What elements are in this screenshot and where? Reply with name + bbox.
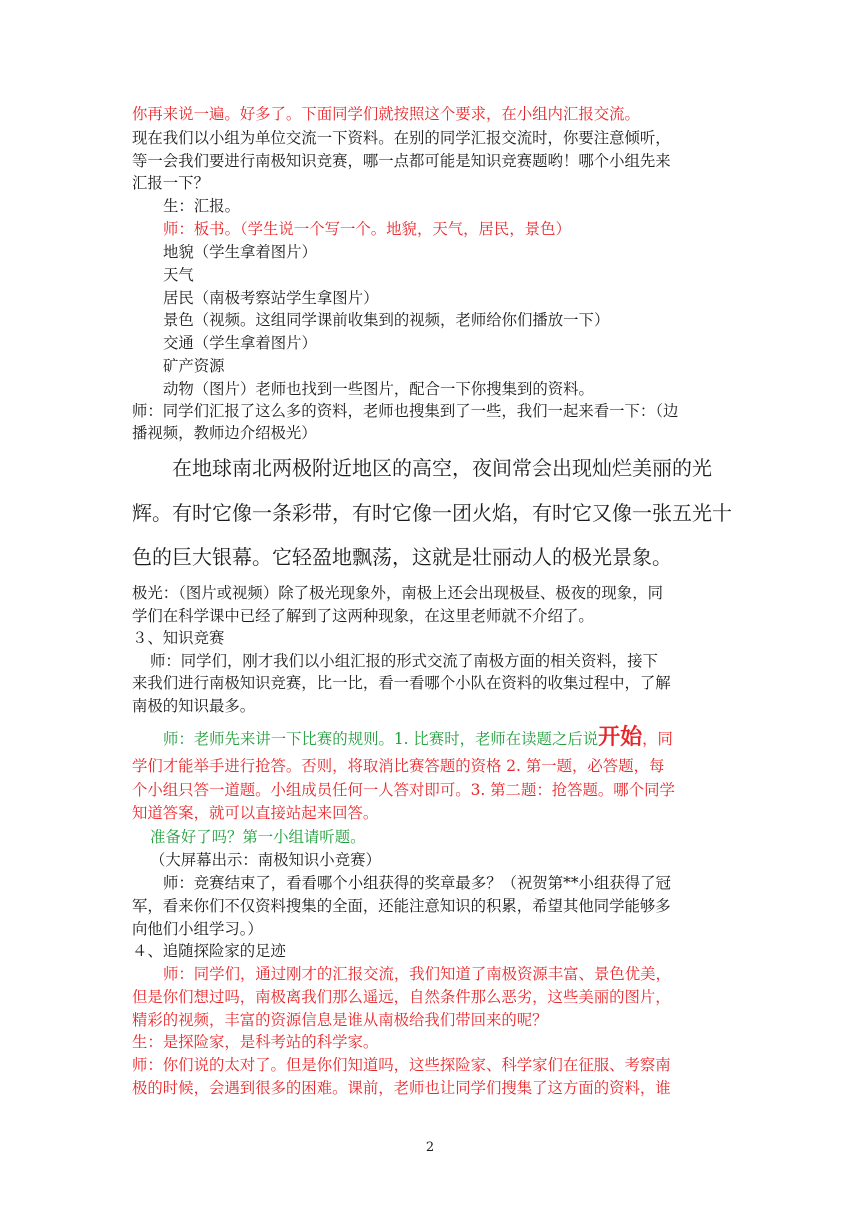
text-line: 居民（南极考察站学生拿图片） bbox=[163, 289, 379, 307]
text-fragment: ，同 bbox=[642, 730, 673, 748]
text-line: 你再来说一遍。好多了。下面同学们就按照这个要求，在小组内汇报交流。 bbox=[132, 105, 640, 123]
text-line: 播视频，教师边介绍极光） bbox=[132, 424, 317, 442]
text-line: 知道答案，就可以直接站起来回答。 bbox=[132, 804, 379, 822]
text-line: 景色（视频。这组同学课前收集到的视频，老师给你们播放一下） bbox=[163, 311, 610, 329]
text-line: 生：汇报。 bbox=[163, 197, 240, 215]
text-line: 南极的知识最多。 bbox=[132, 697, 256, 715]
text-line: 矿产资源 bbox=[163, 357, 225, 375]
text-line: 极的时候，会遇到很多的困难。课前，老师也让同学们搜集了这方面的资料，谁 bbox=[132, 1079, 671, 1097]
text-line: 地貌（学生拿着图片） bbox=[163, 243, 317, 261]
text-line: 极光：（图片或视频）除了极光现象外，南极上还会出现极昼、极夜的现象，同 bbox=[132, 584, 663, 602]
text-line: 准备好了吗？第一小组请听题。 bbox=[150, 828, 366, 846]
text-line: 天气 bbox=[163, 266, 194, 284]
text-line: 生：是探险家，是科考站的科学家。 bbox=[132, 1033, 379, 1051]
text-line: 等一会我们要进行南极知识竞赛，哪一点都可能是知识竞赛题哟！哪个小组先来 bbox=[132, 152, 671, 170]
text-line: 学们才能举手进行抢答。否则，将取消比赛答题的资格 2. 第一题，必答题，每 bbox=[132, 757, 665, 775]
text-line: 但是你们想过吗，南极离我们那么遥远，自然条件那么恶劣，这些美丽的图片， bbox=[132, 988, 671, 1006]
section-heading: ４、追随探险家的足迹 bbox=[132, 942, 286, 960]
text-line: 军，看来你们不仅资料搜集的全面，还能注意知识的积累，希望其他同学能够多 bbox=[132, 897, 671, 915]
text-line: 在地球南北两极附近地区的高空，夜间常会出现灿烂美丽的光 bbox=[172, 456, 712, 480]
page-number: 2 bbox=[425, 1140, 435, 1155]
section-heading: ３、知识竞赛 bbox=[132, 629, 225, 647]
text-line: 师：同学们汇报了这么多的资料，老师也搜集到了一些，我们一起来看一下：（边 bbox=[132, 402, 679, 420]
text-line: 现在我们以小组为单位交流一下资料。在别的同学汇报交流时，你要注意倾听， bbox=[132, 129, 671, 147]
text-line: 精彩的视频，丰富的资源信息是谁从南极给我们带回来的呢？ bbox=[132, 1011, 548, 1029]
text-line: 辉。有时它像一条彩带，有时它像一团火焰，有时它又像一张五光十 bbox=[132, 501, 732, 525]
text-line: 师：同学们，通过刚才的汇报交流，我们知道了南极资源丰富、景色优美， bbox=[163, 965, 671, 983]
text-line: 个小组只答一道题。小组成员任何一人答对即可。3. 第二题：抢答题。哪个同学 bbox=[132, 781, 675, 799]
start-keyword: 开始 bbox=[598, 724, 643, 750]
text-line: 师：竞赛结束了，看看哪个小组获得的奖章最多？（祝贺第**小组获得了冠 bbox=[163, 874, 671, 892]
text-line: 师：你们说的太对了。但是你们知道吗，这些探险家、科学家们在征服、考察南 bbox=[132, 1056, 671, 1074]
text-line: （大屏幕出示：南极知识小竞赛） bbox=[150, 851, 381, 869]
text-line: 来我们进行南极知识竞赛，比一比，看一看哪个小队在资料的收集过程中，了解 bbox=[132, 674, 671, 692]
text-line bbox=[163, 726, 673, 750]
text-line: 师：同学们，刚才我们以小组汇报的形式交流了南极方面的相关资料，接下 bbox=[150, 652, 658, 670]
text-line: 色的巨大银幕。它轻盈地飘荡，这就是壮丽动人的极光景象。 bbox=[132, 545, 672, 569]
text-line: 动物（图片）老师也找到一些图片，配合一下你搜集到的资料。 bbox=[163, 380, 594, 398]
text-line: 汇报一下？ bbox=[132, 174, 209, 192]
text-line: 学们在科学课中已经了解到了这两种现象，在这里老师就不介绍了。 bbox=[132, 607, 594, 625]
text-line: 交通（学生拿着图片） bbox=[163, 334, 317, 352]
text-line: 师：板书。（学生说一个写一个。地貌，天气，居民，景色） bbox=[163, 220, 571, 238]
text-line: 向他们小组学习。） bbox=[132, 920, 263, 938]
rules-intro-text: 师：老师先来讲一下比赛的规则。1. 比赛时，老师在读题之后说 bbox=[163, 730, 599, 748]
